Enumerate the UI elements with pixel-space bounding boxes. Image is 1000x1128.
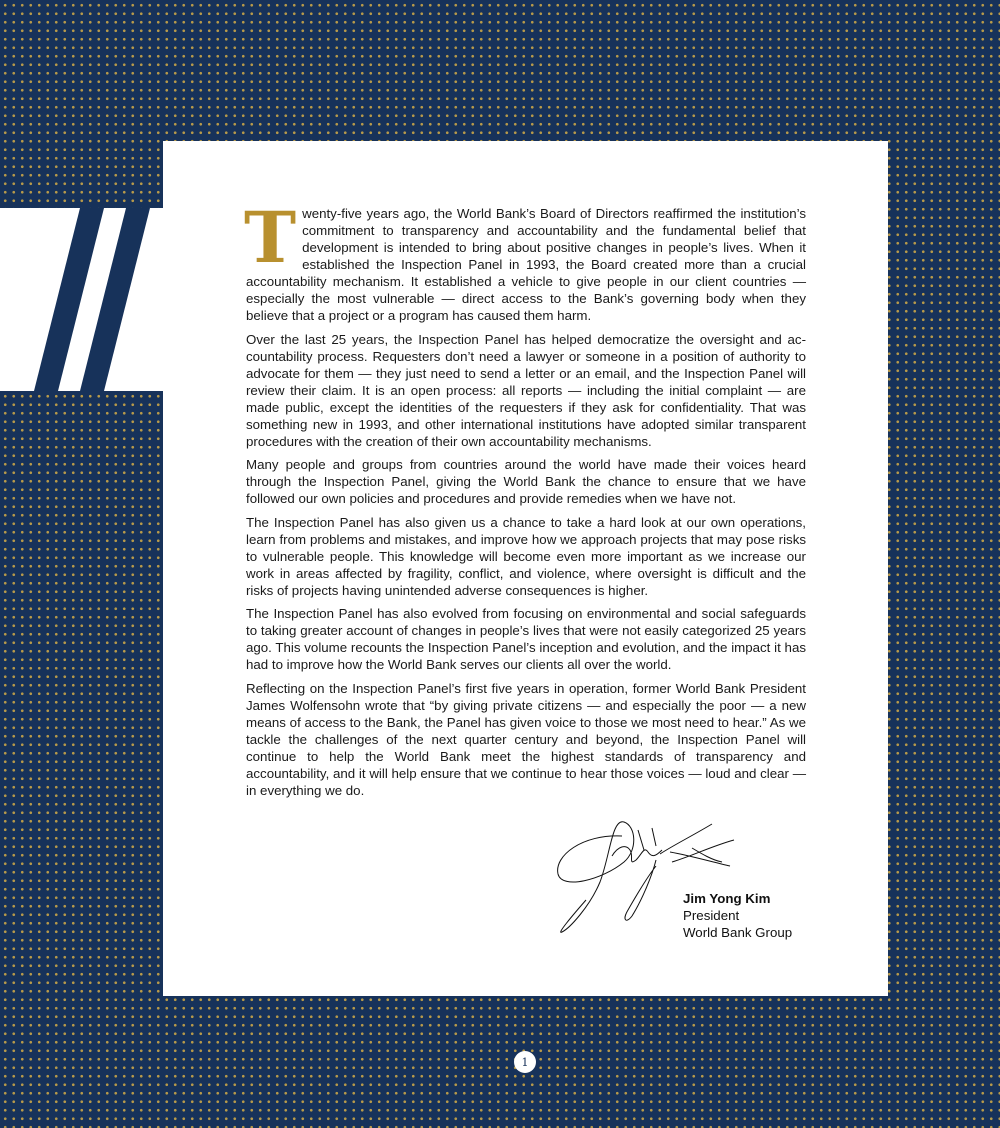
signer-organization: World Bank Group (683, 925, 793, 940)
paragraph-4: The Inspection Panel has also given us a chance to take a hard look at our own operations, learn from problems and mistakes, and improve how we approach projects that may pose risks to vulnerable people. This knowledge will become even more important as we increase our work in areas affected by fragility, conflict, and violence, where oversight is difficult and the risks of projects having unintended adverse consequences is higher. (246, 514, 806, 598)
signer-name: Jim Yong Kim (683, 891, 771, 906)
signer-title: President (683, 908, 740, 923)
paragraph-1: Twenty-five years ago, the World Bank’s Board of Directors reaffirmed the institution’s commitment to transparency and accountability and the fundamental belief that development is intended to bring about positive changes in people’s lives. When it established the Inspection Panel in 1993, the Board created more than a crucial accountability mechanism. It established a vehicle to give people in our client countries — especially the most vulnerable — direct access to the Bank’s governing body when they believe that a project or a program has caused them harm. (244, 196, 806, 323)
page-number: 1 (514, 1051, 536, 1073)
signature-block (683, 890, 792, 941)
paragraph-3: Many people and groups from countries around the world have made their voices heard through the Inspection Panel, giving the World Bank the chance to ensure that we have followed our own policies and procedures and provide remedies when we have not. (246, 457, 806, 506)
paragraph-2: Over the last 25 years, the Inspection Panel has helped democratize the oversight and accountability process. Requesters don’t need a lawyer or someone in a position of authority to advocate for them — they just need to send a letter or an email, and the Inspection Panel will review their claim. It is an open process: all reports — including the initial complaint — are made public, except the identities of the requesters if they ask for confidentiality. That was something new in 1993, and other international institutions have adopted similar transparent procedures with the creation of their own accountability mechanisms. (246, 331, 806, 449)
drop-cap: T (244, 196, 297, 279)
letter-body (244, 196, 806, 805)
double-slash-graphic (0, 208, 170, 391)
paragraph-5: The Inspection Panel has also evolved from focusing on environmental and social safeguards to taking greater account of changes in people’s lives that were not easily categorized 25 years ago. This volume recounts the Inspection Panel’s inception and evolution, and the impact it has had to improve how the World Bank serves our clients all over the world. (246, 606, 806, 672)
paragraph-6: Reflecting on the Inspection Panel’s first five years in operation, former World Bank President James Wolfensohn wrote that “by giving private citizens — and especially the poor — a new means of access to the Bank, the Panel has given voice to those we most need to hear.” As we tackle the challenges of the next quarter century and beyond, the Inspection Panel will continue to help the World Bank meet the highest standards of transparency and accountability, and it will help ensure that we continue to hear those voices — loud and clear — in everything we do. (246, 680, 806, 798)
